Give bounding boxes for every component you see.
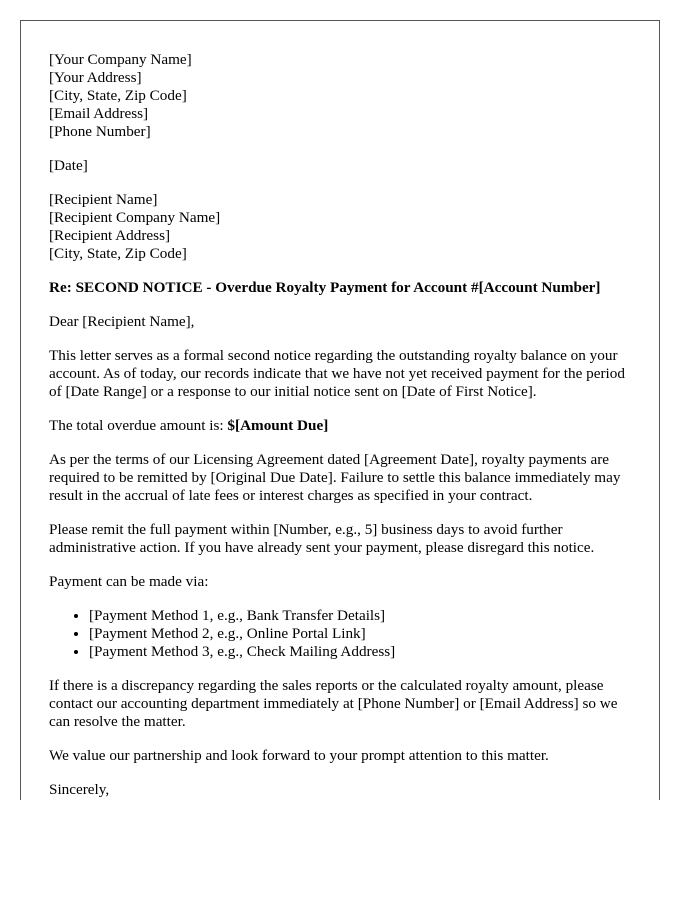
recipient-company: [Recipient Company Name] <box>49 209 221 226</box>
sender-phone: [Phone Number] <box>49 123 151 140</box>
letter-date: [Date] <box>49 157 88 174</box>
payment-method-item: • [Payment Method 2, e.g., Online Portal Link] <box>89 625 639 643</box>
payment-methods-list <box>49 607 639 661</box>
overdue-amount-line <box>49 417 639 435</box>
overdue-amount: $[Amount Due] <box>227 417 329 434</box>
recipient-name: [Recipient Name] <box>49 191 158 208</box>
paragraph-remit: Please remit the full payment within [Number, e.g., 5] business days to avoid further administrative action. If you have already sent your payment, please disregard this notice. <box>49 521 595 556</box>
payment-method-item: • [Payment Method 3, e.g., Check Mailing Address] <box>89 643 639 661</box>
subject-line: Re: SECOND NOTICE - Overdue Royalty Payment for Account #[Account Number] <box>49 279 601 296</box>
recipient-city-state-zip: [City, State, Zip Code] <box>49 245 187 262</box>
recipient-address: [Recipient Address] <box>49 227 171 244</box>
paragraph-agreement: As per the terms of our Licensing Agreement dated [Agreement Date], royalty payments are required to be remitted by [Original Due Date]. Failure to settle this balance immediately may result in the accrual of late fees or interest charges as specified in your contract. <box>49 451 621 504</box>
paragraph-partnership: We value our partnership and look forward to your prompt attention to this matter. <box>49 747 549 764</box>
paragraph-notice: This letter serves as a formal second notice regarding the outstanding royalty balance on your account. As of today, our records indicate that we have not yet received payment for the period of [Date Range] or a response to our initial notice sent on [Date of First Notice]. <box>49 347 625 400</box>
sender-city-state-zip: [City, State, Zip Code] <box>49 87 187 104</box>
overdue-label: The total overdue amount is: <box>49 417 228 434</box>
sender-block <box>49 51 639 141</box>
salutation: Dear [Recipient Name], <box>49 313 195 330</box>
sender-address: [Your Address] <box>49 69 142 86</box>
sender-company: [Your Company Name] <box>49 51 192 68</box>
payment-method-item: • [Payment Method 1, e.g., Bank Transfer Details] <box>89 607 639 625</box>
sender-email: [Email Address] <box>49 105 149 122</box>
letter-page <box>20 20 660 800</box>
payment-intro: Payment can be made via: <box>49 573 209 590</box>
recipient-block <box>49 191 639 263</box>
paragraph-discrepancy: If there is a discrepancy regarding the sales reports or the calculated royalty amount, please contact our accounting department immediately at [Phone Number] or [Email Address] so we can resolve the matter. <box>49 677 618 730</box>
closing: Sincerely, <box>49 781 110 798</box>
